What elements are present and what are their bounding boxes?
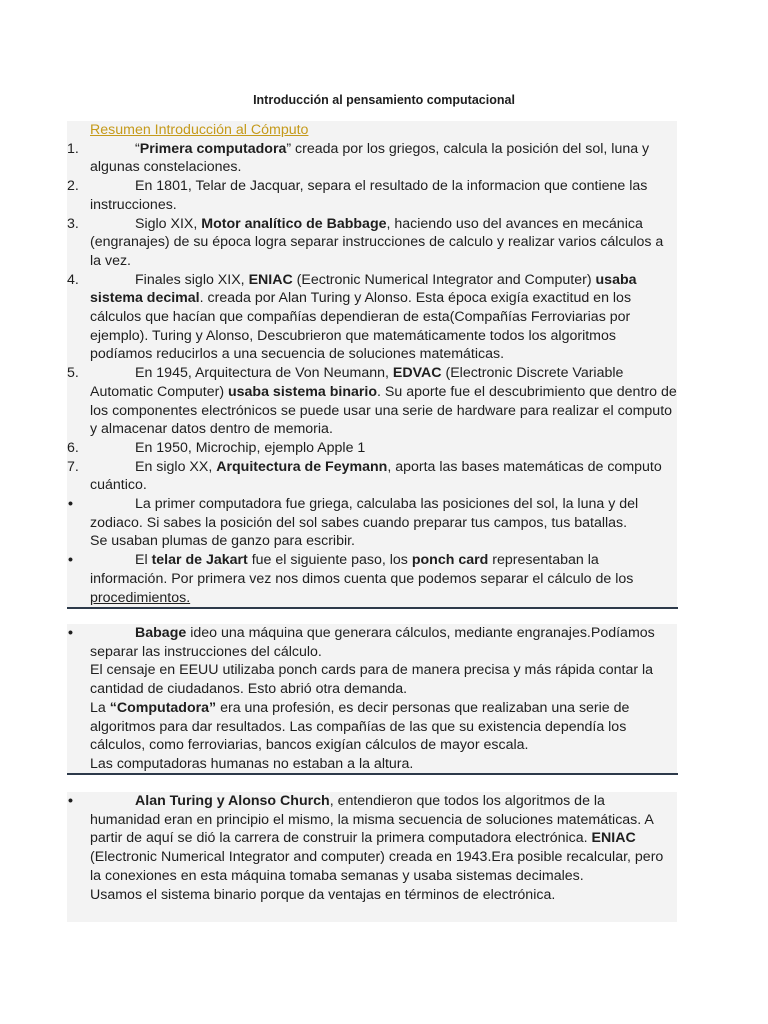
numbered-item-6: 6. En 1950, Microchip, ejemplo Apple 1 bbox=[67, 439, 366, 456]
turing-section bbox=[67, 792, 677, 922]
item-number: 5. bbox=[67, 365, 79, 382]
computadora-paragraph: La “Computadora” era una profesión, es decir personas que realizaban una serie de algoritmos para dar resultados. Las compañías de las que su existencia dependía los cálculos, como ferroviarias, bancos exigían cálculos de mayor escala. bbox=[90, 699, 630, 754]
item-number: 4. bbox=[67, 271, 79, 288]
bullet-icon: • bbox=[68, 552, 73, 569]
bullet-icon: • bbox=[68, 793, 73, 809]
summary-heading[interactable]: Resumen Introducción al Cómputo bbox=[90, 122, 309, 138]
item-number: 7. bbox=[67, 458, 79, 475]
bullet-item-greek: • La primer computadora fue griega, calculaba las posiciones del sol, la luna y del zodiaco. Si sabes la posición del sol sabes cuando preparar tus campos, tus batallas. Se usaban plumas de ganzo para escribir. bbox=[67, 495, 677, 551]
item-number: 2. bbox=[67, 178, 79, 195]
bullet-item-babage: • Babage ideo una máquina que generara cálculos, mediante engranajes.Podíamos separar las instrucciones del cálculo. bbox=[68, 625, 655, 660]
item-number: 1. bbox=[67, 140, 79, 157]
summary-section bbox=[67, 121, 677, 607]
section-divider bbox=[67, 607, 678, 609]
bullet-note: Se usaban plumas de ganzo para escribir. bbox=[90, 533, 355, 550]
item-number: 6. bbox=[67, 439, 79, 456]
numbered-item-4: 4. Finales siglo XIX, ENIAC (Eectronic Numerical Integrator and Computer) usaba sistema decimal. creada por Alan Turing y Alonso. Esta época exigía exactitud en los cálculos que hacían que compañías dependieran de esta(Compañías Ferroviarias por ejemplo). Turing y Alonso, Descubrieron que matemáticamente todos los algoritmos podíamos reducirlos a una secuencia de soluciones matemáticas. bbox=[67, 271, 637, 363]
bullet-icon: • bbox=[68, 625, 73, 641]
numbered-item-5: 5. En 1945, Arquitectura de Von Neumann, EDVAC (Electronic Discrete Variable Automatic Computer) usaba sistema binario. Su aporte fue el descubrimiento que dentro de los componentes electrónicos se puede usar una serie de hardware para realizar el computo y almacenar datos dentro de memoria. bbox=[67, 365, 677, 438]
item-number: 3. bbox=[67, 215, 79, 232]
numbered-item-7: 7. En siglo XX, Arquitectura de Feymann, aporta las bases matemáticas de computo cuántico. bbox=[67, 458, 662, 494]
numbered-item-3: 3. Siglo XIX, Motor analítico de Babbage, haciendo uso del avances en mecánica (engranajes) de su época logra separar instrucciones de calculo y realizar varios cálculos a la vez. bbox=[67, 215, 664, 269]
human-computers-paragraph: Las computadoras humanas no estaban a la altura. bbox=[90, 755, 414, 772]
binary-paragraph: Usamos el sistema binario porque da ventajas en términos de electrónica. bbox=[90, 886, 556, 903]
bullet-icon: • bbox=[68, 496, 73, 513]
document-title: Introducción al pensamiento computacional bbox=[253, 93, 515, 107]
babbage-section bbox=[67, 624, 677, 774]
numbered-item-1: 1. “Primera computadora” creada por los griegos, calcula la posición del sol, luna y algunas constelaciones. bbox=[67, 140, 650, 176]
bullet-item-jakart: • El telar de Jakart fue el siguiente paso, los ponch card representaban la información. Por primera vez nos dimos cuenta que podemos separar el cálculo de los procedimientos. bbox=[68, 552, 634, 606]
bullet-item-turing: • Alan Turing y Alonso Church, entendieron que todos los algoritmos de la humanidad eran en principio el mismo, la misma secuencia de soluciones matemáticas. A partir de aquí se dió la carrera de construir la primera computadora electrónica. ENIAC (Electronic Numerical Integrator and computer) creada en 1943.Era posible recalcular, pero la conexiones en esta máquina tomaba semanas y usaba sistemas decimales. bbox=[68, 793, 664, 884]
census-paragraph: El censaje en EEUU utilizaba ponch cards para de manera precisa y más rápida contar la cantidad de ciudadanos. Esto abrió otra demanda. bbox=[90, 662, 654, 698]
numbered-item-2: 2. En 1801, Telar de Jacquar, separa el resultado de la informacion que contiene las instrucciones. bbox=[67, 178, 648, 213]
section-divider bbox=[67, 773, 678, 775]
